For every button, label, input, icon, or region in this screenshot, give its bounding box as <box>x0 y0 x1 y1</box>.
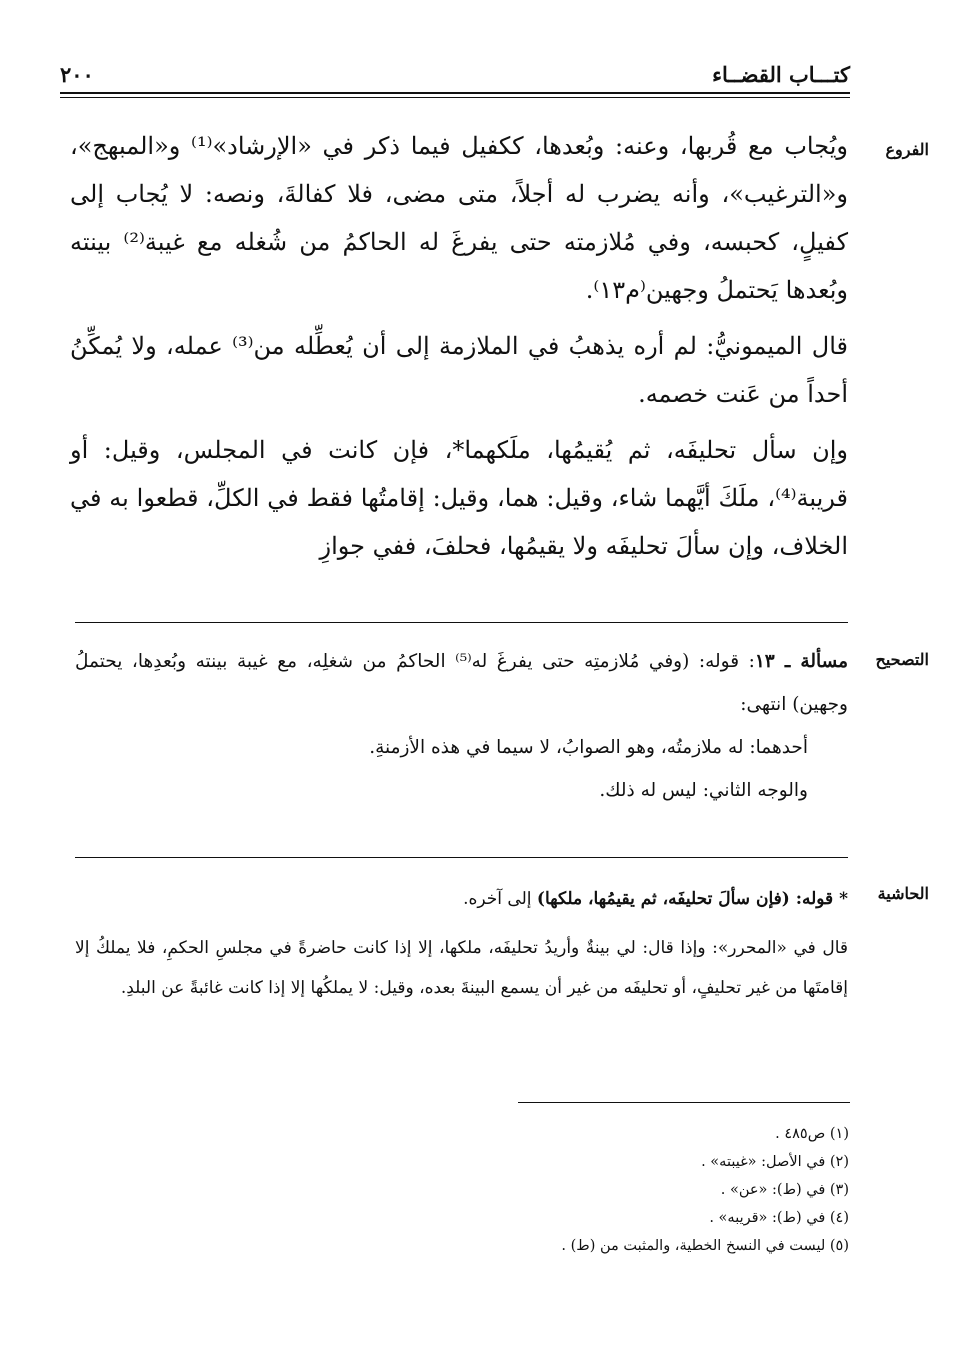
main-paragraph: قال الميمونيُّ: لم أره يذهبُ في الملازمة إلى أن يُعطِّله من⁽³⁾ عمله، ولا يُمكِّنُ أحداً من عَنت خصمه. <box>70 332 848 408</box>
tashih-first: أحدهما: له ملازمتُه، وهو الصوابُ، لا سيما في هذه الأزمنةِ. <box>369 737 808 758</box>
tashih-label: التصحيح <box>875 650 929 669</box>
hashiya-text <box>75 928 848 1008</box>
footnote: (٥) ليست في النسخ الخطية، والمثبت من (ط) . <box>561 1238 849 1254</box>
hashiya-paragraph: قال في «المحرر»: وإذا قال: لي بينةٌ وأريدُ تحليفَه، ملكها، إلا إذا كانت حاضرةً في مجلسِ الحكمِ، فلا يملكُ إلا إقامتَها من غير تحليفٍ، أو تحليفَه من غير أن يسمع البينةَ بعده، وقيل: لا يملكُها إلا إذا كانت غائبةً عن البلدِ. <box>75 938 848 998</box>
main-text <box>70 122 848 570</box>
furu-label: الفروع <box>885 140 929 159</box>
footnote-rule <box>518 1102 850 1103</box>
footnote: (٣) في (ط): «عن» . <box>720 1182 849 1198</box>
hashiya-quote-tail: إلى آخره. <box>463 889 537 909</box>
tashih-intro: : قوله: (وفي مُلازمتِه حتى يفرغَ له⁽⁵⁾ الحاكمُ من شغلِه، مع غيبة بينته وبُعدِها، يحتملُ وجهين) انتهى: <box>75 651 848 715</box>
page-number: ٢٠٠ <box>60 62 94 87</box>
header-rule <box>60 92 850 94</box>
tashih-title: مسألة ـ ١٣ <box>754 651 849 672</box>
hashiya-label: الحاشية <box>877 884 929 903</box>
section-rule <box>75 857 848 858</box>
hashiya-heading <box>75 884 848 914</box>
page-header <box>60 62 850 90</box>
footnotes <box>149 1120 849 1260</box>
tashih-second: والوجه الثاني: ليس له ذلك. <box>599 780 808 801</box>
main-paragraph: وإن سأل تحليفَه، ثم يُقيمُها، ملَكهما*، فإن كانت في المجلس، وقيل: أو قريبة⁽⁴⁾، ملَكَ أيَّهما شاء، وقيل: هما، وقيل: إقامتُها فقط في الكلِّ، قطعوا به في الخلاف، وإن سألَ تحليفَه ولا يقيمُها، فحلفَ، ففي جوازِ <box>70 436 848 560</box>
hashiya-quote: * قوله: (فإن سألَ تحليفَه، ثم يقيمُها، ملكها) <box>536 889 848 909</box>
running-title: كتـــاب القضــاء <box>712 62 850 87</box>
header-rule-inner <box>60 97 850 98</box>
main-paragraph: ويُجاب مع قُربها، وعنه: وبُعدها، ككفيل فيما ذكر في «الإرشاد»⁽¹⁾ و«المبهج»، و«الترغيب»، وأنه يضرب له أجلاً، متى مضى، فلا كفالةَ، ونصه: لا يُجاب إلى كفيلٍ، كحبسه، وفي مُلازمته حتى يفرغَ له الحاكمُ من شُغله مع غيبة⁽²⁾ بينته وبُعدها يَحتملُ وجهين⁽م١٣⁾. <box>70 132 849 304</box>
section-rule <box>75 622 848 623</box>
footnote: (٤) في (ط): «قريبه» . <box>709 1210 849 1226</box>
tashih-text <box>75 640 848 812</box>
footnote: (١) ص٤٨٥ . <box>775 1126 849 1142</box>
footnote: (٢) في الأصل: «غيبته» . <box>701 1154 849 1170</box>
